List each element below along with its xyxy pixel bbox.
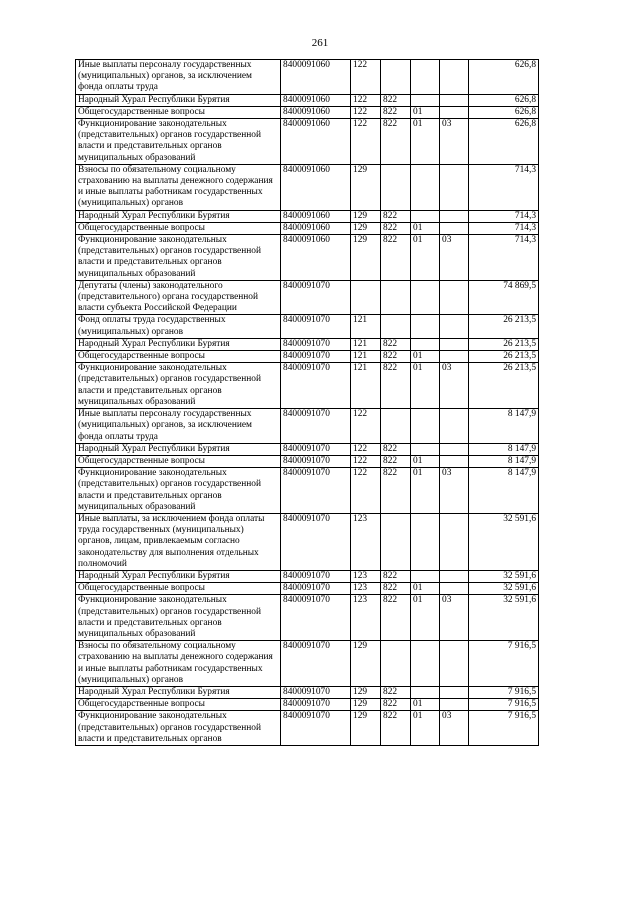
table-row [76,641,539,687]
amount-cell: 714,3 [469,235,539,281]
department-cell: 822 [381,106,411,118]
table-row [76,280,539,315]
section-cell: 01 [411,455,440,467]
section-cell: 01 [411,363,440,409]
row-name-cell: Народный Хурал Республики Бурятия [76,570,281,582]
expense-type-cell: 129 [351,222,381,234]
subsection-cell [440,443,469,455]
amount-cell: 626,8 [469,94,539,106]
table-row [76,595,539,641]
amount-cell: 26 213,5 [469,338,539,350]
department-cell: 822 [381,455,411,467]
target-code-cell: 8400091070 [281,280,351,315]
subsection-cell [440,164,469,210]
section-cell [411,443,440,455]
section-cell [411,210,440,222]
section-cell: 01 [411,595,440,641]
target-code-cell: 8400091060 [281,94,351,106]
amount-cell: 7 916,5 [469,711,539,746]
target-code-cell: 8400091070 [281,338,351,350]
table-row [76,315,539,338]
department-cell [381,641,411,687]
table-row [76,222,539,234]
row-name-cell: Общегосударственные вопросы [76,455,281,467]
target-code-cell: 8400091070 [281,315,351,338]
target-code-cell: 8400091070 [281,583,351,595]
section-cell: 01 [411,106,440,118]
section-cell [411,338,440,350]
department-cell: 822 [381,595,411,641]
row-name-cell: Фонд оплаты труда государственных (муниципальных) органов [76,315,281,338]
section-cell: 01 [411,235,440,281]
section-cell: 01 [411,351,440,363]
amount-cell: 626,8 [469,60,539,95]
department-cell: 822 [381,351,411,363]
amount-cell: 32 591,6 [469,583,539,595]
amount-cell: 32 591,6 [469,595,539,641]
table-row [76,60,539,95]
target-code-cell: 8400091060 [281,106,351,118]
target-code-cell: 8400091060 [281,119,351,165]
expense-type-cell: 129 [351,686,381,698]
table-row [76,583,539,595]
subsection-cell [440,338,469,350]
amount-cell: 714,3 [469,222,539,234]
amount-cell: 8 147,9 [469,409,539,444]
subsection-cell: 03 [440,363,469,409]
department-cell: 822 [381,686,411,698]
subsection-cell [440,210,469,222]
expense-type-cell: 122 [351,409,381,444]
target-code-cell: 8400091070 [281,443,351,455]
expense-type-cell: 123 [351,595,381,641]
expense-type-cell: 122 [351,443,381,455]
row-name-cell: Иные выплаты, за исключением фонда оплаты труда государственных (муниципальных) органов, лицам, привлекаемым согласно законодательству для выполнения отдельных полномочий [76,513,281,570]
department-cell: 822 [381,468,411,514]
section-cell: 01 [411,119,440,165]
department-cell: 822 [381,119,411,165]
expense-type-cell: 129 [351,641,381,687]
expense-type-cell: 122 [351,119,381,165]
target-code-cell: 8400091070 [281,409,351,444]
expense-type-cell: 122 [351,94,381,106]
amount-cell: 7 916,5 [469,641,539,687]
table-row [76,363,539,409]
department-cell: 822 [381,222,411,234]
department-cell: 822 [381,363,411,409]
target-code-cell: 8400091070 [281,468,351,514]
department-cell [381,513,411,570]
subsection-cell: 03 [440,119,469,165]
section-cell [411,280,440,315]
row-name-cell: Народный Хурал Республики Бурятия [76,338,281,350]
subsection-cell [440,409,469,444]
department-cell [381,164,411,210]
expense-type-cell: 129 [351,164,381,210]
amount-cell: 714,3 [469,210,539,222]
subsection-cell [440,60,469,95]
amount-cell: 26 213,5 [469,363,539,409]
expense-type-cell: 123 [351,583,381,595]
table-row [76,94,539,106]
target-code-cell: 8400091070 [281,455,351,467]
target-code-cell: 8400091070 [281,351,351,363]
subsection-cell [440,106,469,118]
expense-type-cell: 122 [351,468,381,514]
amount-cell: 626,8 [469,119,539,165]
table-row [76,338,539,350]
amount-cell: 26 213,5 [469,315,539,338]
target-code-cell: 8400091070 [281,641,351,687]
target-code-cell: 8400091060 [281,222,351,234]
subsection-cell [440,641,469,687]
expense-type-cell [351,280,381,315]
target-code-cell: 8400091060 [281,164,351,210]
subsection-cell: 03 [440,468,469,514]
expense-type-cell: 129 [351,210,381,222]
department-cell: 822 [381,699,411,711]
table-row [76,686,539,698]
table-row [76,164,539,210]
subsection-cell [440,455,469,467]
target-code-cell: 8400091070 [281,570,351,582]
target-code-cell: 8400091070 [281,363,351,409]
expense-type-cell: 123 [351,513,381,570]
subsection-cell [440,94,469,106]
expense-type-cell: 121 [351,338,381,350]
section-cell: 01 [411,711,440,746]
amount-cell: 7 916,5 [469,699,539,711]
department-cell [381,409,411,444]
table-row [76,409,539,444]
row-name-cell: Иные выплаты персоналу государственных (муниципальных) органов, за исключением фонда оплаты труда [76,409,281,444]
expense-type-cell: 122 [351,455,381,467]
row-name-cell: Иные выплаты персоналу государственных (муниципальных) органов, за исключением фонда оплаты труда [76,60,281,95]
page-number: 261 [311,37,329,49]
department-cell: 822 [381,210,411,222]
target-code-cell: 8400091070 [281,513,351,570]
subsection-cell: 03 [440,235,469,281]
section-cell [411,94,440,106]
table-row [76,699,539,711]
subsection-cell [440,315,469,338]
table-row [76,513,539,570]
section-cell [411,315,440,338]
department-cell: 822 [381,583,411,595]
table-row [76,443,539,455]
section-cell: 01 [411,222,440,234]
table-row [76,711,539,746]
table-row [76,106,539,118]
target-code-cell: 8400091060 [281,60,351,95]
amount-cell: 8 147,9 [469,468,539,514]
department-cell: 822 [381,711,411,746]
row-name-cell: Функционирование законодательных (представительных) органов государственной власти и представительных органов муниципальных образований [76,595,281,641]
expense-type-cell: 123 [351,570,381,582]
section-cell [411,409,440,444]
expense-type-cell: 121 [351,363,381,409]
department-cell: 822 [381,570,411,582]
target-code-cell: 8400091070 [281,699,351,711]
amount-cell: 7 916,5 [469,686,539,698]
amount-cell: 26 213,5 [469,351,539,363]
subsection-cell [440,513,469,570]
table-row [76,351,539,363]
department-cell: 822 [381,443,411,455]
expense-type-cell: 122 [351,106,381,118]
target-code-cell: 8400091070 [281,595,351,641]
row-name-cell: Общегосударственные вопросы [76,351,281,363]
target-code-cell: 8400091070 [281,686,351,698]
subsection-cell [440,351,469,363]
expense-type-cell: 129 [351,235,381,281]
subsection-cell [440,222,469,234]
row-name-cell: Народный Хурал Республики Бурятия [76,443,281,455]
department-cell [381,60,411,95]
subsection-cell: 03 [440,595,469,641]
row-name-cell: Функционирование законодательных (представительных) органов государственной власти и представительных органов муниципальных образований [76,119,281,165]
budget-table-body [76,60,539,746]
row-name-cell: Депутаты (члены) законодательного (представительного) органа государственной власти субъекта Российской Федерации [76,280,281,315]
department-cell [381,315,411,338]
expense-type-cell: 121 [351,315,381,338]
expense-type-cell: 122 [351,60,381,95]
section-cell [411,60,440,95]
subsection-cell: 03 [440,711,469,746]
target-code-cell: 8400091060 [281,210,351,222]
amount-cell: 8 147,9 [469,443,539,455]
row-name-cell: Функционирование законодательных (представительных) органов государственной власти и представительных органов [76,711,281,746]
section-cell: 01 [411,468,440,514]
row-name-cell: Общегосударственные вопросы [76,106,281,118]
section-cell [411,164,440,210]
row-name-cell: Функционирование законодательных (представительных) органов государственной власти и представительных органов муниципальных образований [76,363,281,409]
amount-cell: 8 147,9 [469,455,539,467]
table-row [76,119,539,165]
section-cell [411,641,440,687]
table-row [76,210,539,222]
subsection-cell [440,699,469,711]
department-cell: 822 [381,94,411,106]
department-cell: 822 [381,235,411,281]
subsection-cell [440,583,469,595]
amount-cell: 32 591,6 [469,570,539,582]
row-name-cell: Общегосударственные вопросы [76,222,281,234]
section-cell: 01 [411,583,440,595]
section-cell [411,570,440,582]
expense-type-cell: 121 [351,351,381,363]
row-name-cell: Народный Хурал Республики Бурятия [76,686,281,698]
row-name-cell: Взносы по обязательному социальному страхованию на выплаты денежного содержания и иные выплаты работникам государственных (муниципальных) органов [76,641,281,687]
department-cell: 822 [381,338,411,350]
expense-type-cell: 129 [351,699,381,711]
target-code-cell: 8400091060 [281,235,351,281]
section-cell: 01 [411,699,440,711]
amount-cell: 32 591,6 [469,513,539,570]
subsection-cell [440,686,469,698]
target-code-cell: 8400091070 [281,711,351,746]
amount-cell: 714,3 [469,164,539,210]
row-name-cell: Народный Хурал Республики Бурятия [76,94,281,106]
expense-type-cell: 129 [351,711,381,746]
row-name-cell: Общегосударственные вопросы [76,699,281,711]
row-name-cell: Функционирование законодательных (представительных) органов государственной власти и представительных органов муниципальных образований [76,468,281,514]
row-name-cell: Взносы по обязательному социальному страхованию на выплаты денежного содержания и иные выплаты работникам государственных (муниципальных) органов [76,164,281,210]
amount-cell: 626,8 [469,106,539,118]
table-row [76,235,539,281]
subsection-cell [440,280,469,315]
section-cell [411,513,440,570]
row-name-cell: Функционирование законодательных (представительных) органов государственной власти и представительных органов муниципальных образований [76,235,281,281]
table-row [76,468,539,514]
table-row [76,570,539,582]
section-cell [411,686,440,698]
budget-table [75,59,539,746]
subsection-cell [440,570,469,582]
department-cell [381,280,411,315]
row-name-cell: Общегосударственные вопросы [76,583,281,595]
row-name-cell: Народный Хурал Республики Бурятия [76,210,281,222]
amount-cell: 74 869,5 [469,280,539,315]
table-row [76,455,539,467]
